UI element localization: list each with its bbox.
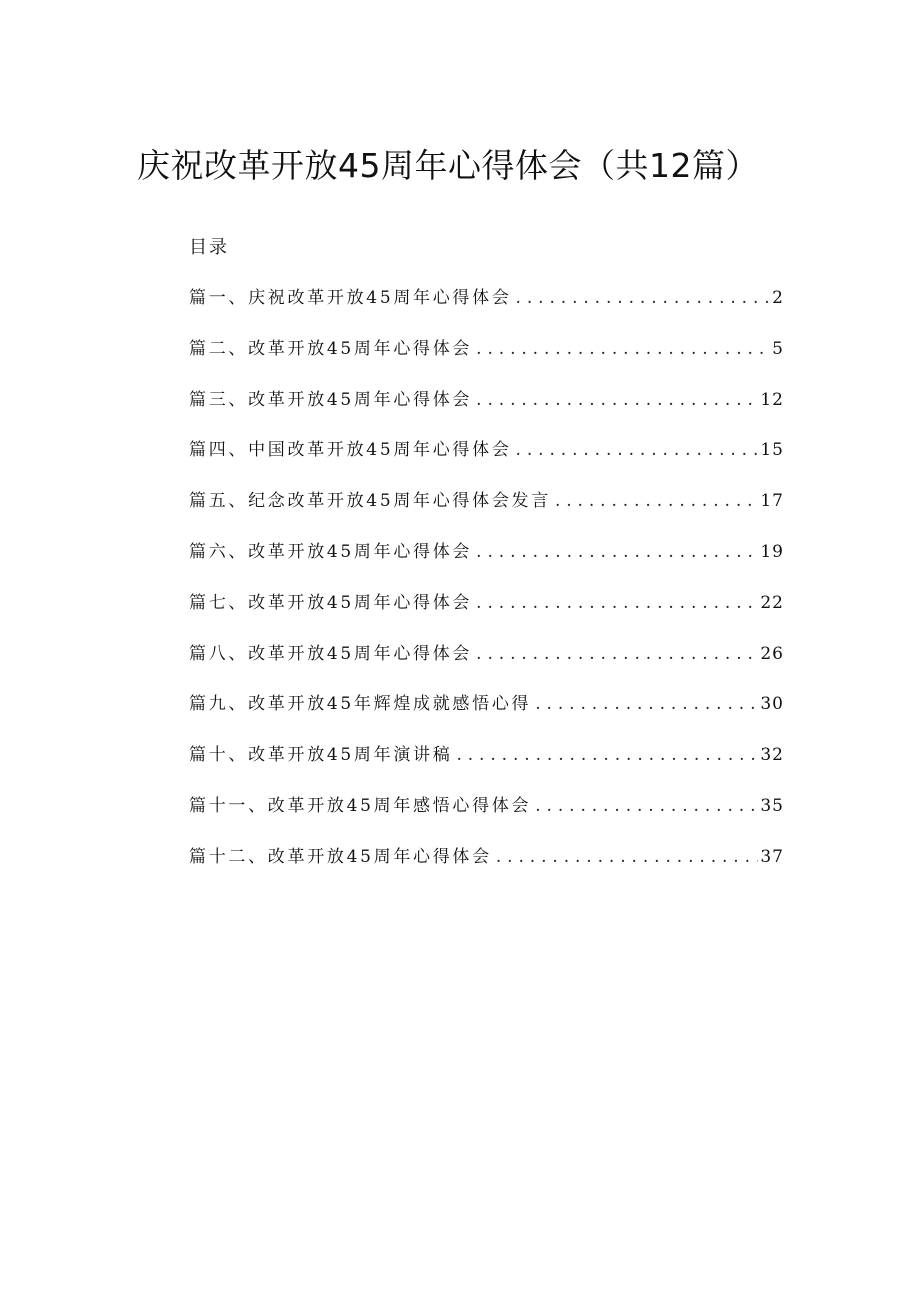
toc-entry-11[interactable] (189, 793, 784, 844)
toc-entry-8[interactable] (189, 641, 784, 692)
toc-dot-leader (516, 285, 771, 311)
toc-entry-label: 篇七、改革开放45周年心得体会 (189, 592, 473, 613)
toc-dot-leader (535, 793, 758, 819)
toc-entry-page: 37 (760, 846, 784, 867)
toc-dot-leader (476, 336, 770, 362)
toc-entry-3[interactable] (189, 387, 784, 438)
toc-entry-10[interactable] (189, 742, 784, 793)
toc-dot-leader (476, 590, 758, 616)
toc-entry-page: 12 (760, 389, 784, 410)
toc-entry-6[interactable] (189, 539, 784, 590)
toc-entry-page: 17 (760, 491, 784, 512)
toc-entry-label: 篇一、庆祝改革开放45周年心得体会 (189, 288, 512, 308)
toc-entry-page: 2 (772, 288, 784, 308)
toc-dot-leader (516, 437, 759, 463)
toc-entry-page: 35 (760, 795, 784, 816)
toc-entry-page: 32 (760, 745, 784, 766)
toc-entry-12[interactable] (189, 844, 784, 895)
toc-entry-page: 19 (760, 541, 784, 562)
toc-entry-label: 篇十、改革开放45周年演讲稿 (189, 745, 453, 766)
toc-entry-label: 篇八、改革开放45周年心得体会 (189, 643, 473, 664)
toc-entry-label: 篇十一、改革开放45周年感悟心得体会 (189, 795, 532, 816)
toc-dot-leader (535, 691, 758, 717)
toc-entry-label: 篇六、改革开放45周年心得体会 (189, 541, 473, 562)
toc-entry-page: 15 (760, 440, 784, 461)
toc-entry-label: 篇三、改革开放45周年心得体会 (189, 389, 473, 410)
toc-heading: 目录 (189, 237, 229, 258)
toc-dot-leader (476, 641, 758, 667)
toc-entry-label: 篇十二、改革开放45周年心得体会 (189, 846, 492, 867)
toc-entry-page: 5 (772, 338, 784, 359)
table-of-contents (189, 285, 784, 895)
toc-entry-5[interactable] (189, 488, 784, 539)
toc-entry-2[interactable] (189, 336, 784, 387)
toc-entry-label: 篇四、中国改革开放45周年心得体会 (189, 440, 512, 461)
toc-entry-label: 篇五、纪念改革开放45周年心得体会发言 (189, 491, 551, 512)
toc-dot-leader (456, 742, 758, 768)
toc-entry-label: 篇二、改革开放45周年心得体会 (189, 338, 473, 359)
toc-entry-label: 篇九、改革开放45年辉煌成就感悟心得 (189, 694, 532, 715)
toc-dot-leader (555, 488, 758, 514)
toc-entry-page: 26 (760, 643, 784, 664)
toc-entry-page: 22 (760, 592, 784, 613)
toc-dot-leader (496, 844, 759, 870)
toc-entry-9[interactable] (189, 691, 784, 742)
toc-entry-4[interactable] (189, 437, 784, 488)
toc-dot-leader (476, 387, 758, 413)
toc-entry-page: 30 (760, 694, 784, 715)
toc-dot-leader (476, 539, 758, 565)
document-title: 庆祝改革开放45周年心得体会（共12篇） (137, 146, 759, 185)
toc-entry-7[interactable] (189, 590, 784, 641)
toc-entry-1[interactable] (189, 285, 784, 336)
